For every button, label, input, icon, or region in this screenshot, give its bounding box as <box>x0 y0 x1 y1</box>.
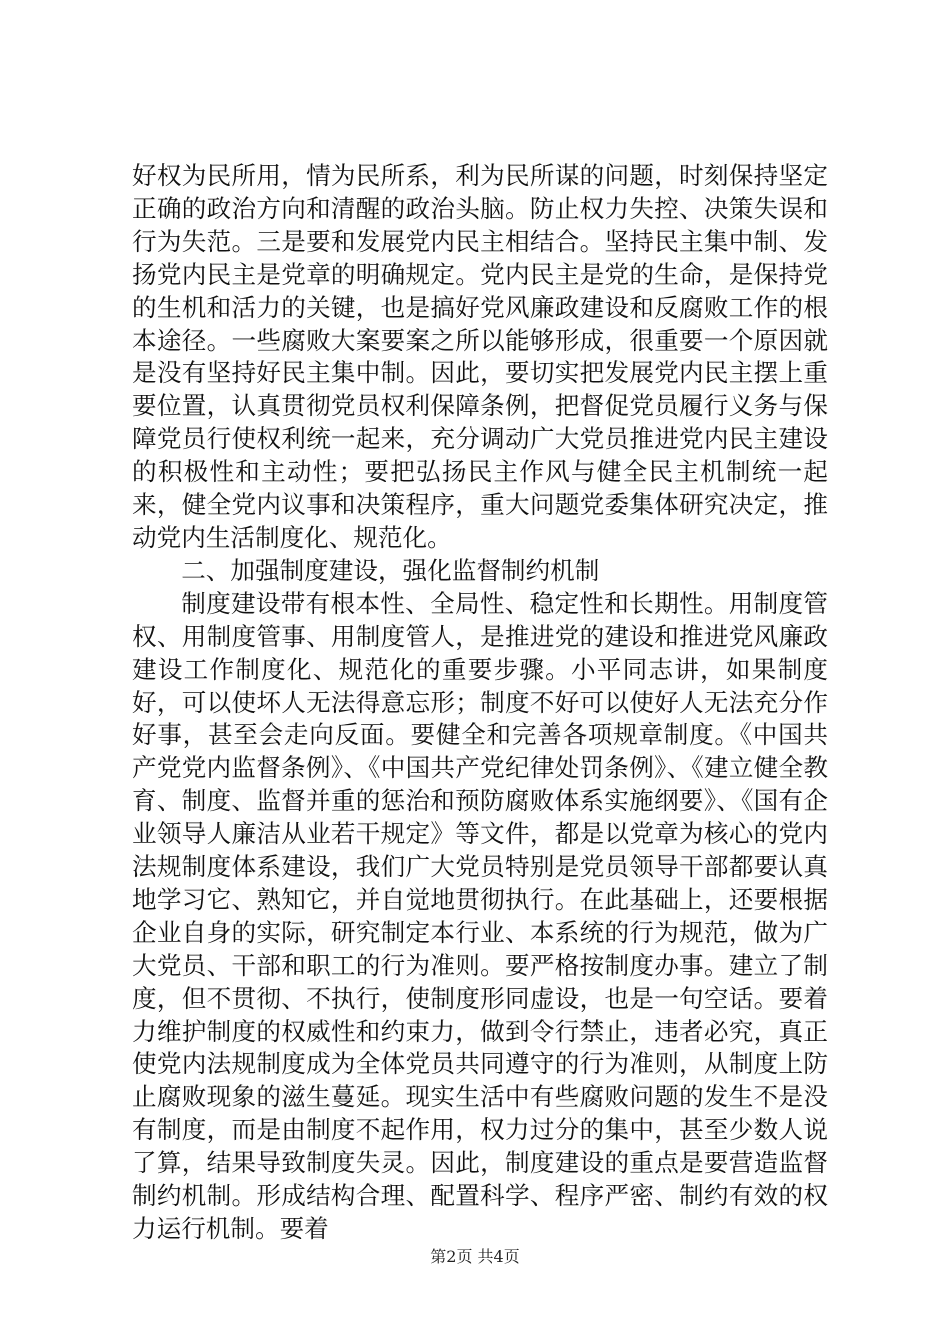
page-number-label: 第2页 共4页 <box>430 1247 520 1266</box>
document-body <box>132 160 828 1246</box>
paragraph-system-building: 制度建设带有根本性、全局性、稳定性和长期性。用制度管权、用制度管事、用制度管人，是推进党的建设和推进党风廉政建设工作制度化、规范化的重要步骤。小平同志讲，如果制度好，可以使坏人无法得意忘形；制度不好可以使好人无法充分作好事，甚至会走向反面。要健全和完善各项规章制度。《中国共产党党内监督条例》、《中国共产党纪律处罚条例》、《建立健全教育、制度、监督并重的惩治和预防腐败体系实施纲要》、《国有企业领导人廉洁从业若干规定》等文件，都是以党章为核心的党内法规制度体系建设，我们广大党员特别是党员领导干部都要认真地学习它、熟知它，并自觉地贯彻执行。在此基础上，还要根据企业自身的实际，研究制定本行业、本系统的行为规范，做为广大党员、干部和职工的行为准则。要严格按制度办事。建立了制度，但不贯彻、不执行，使制度形同虚设，也是一句空话。要着力维护制度的权威性和约束力，做到令行禁止，违者必究，真正使党内法规制度成为全体党员共同遵守的行为准则，从制度上防止腐败现象的滋生蔓延。现实生活中有些腐败问题的发生不是没有制度，而是由制度不起作用，权力过分的集中，甚至少数人说了算，结果导致制度失灵。因此，制度建设的重点是要营造监督制约机制。形成结构合理、配置科学、程序严密、制约有效的权力运行机制。要着 <box>132 588 828 1243</box>
page-footer <box>0 1244 950 1267</box>
section-heading: 二、加强制度建设，强化监督制约机制 <box>181 555 600 585</box>
paragraph-continued: 好权为民所用，情为民所系，利为民所谋的问题，时刻保持坚定正确的政治方向和清醒的政治头脑。防止权力失控、决策失误和行为失范。三是要和发展党内民主相结合。坚持民主集中制、发扬党内民主是党章的明确规定。党内民主是党的生命，是保持党的生机和活力的关键，也是搞好党风廉政建设和反腐败工作的根本途径。一些腐败大案要案之所以能够形成，很重要一个原因就是没有坚持好民主集中制。因此，要切实把发展党内民主摆上重要位置，认真贯彻党员权利保障条例，把督促党员履行义务与保障党员行使权利统一起来，充分调动广大党员推进党内民主建设的积极性和主动性；要把弘扬民主作风与健全民主机制统一起来，健全党内议事和决策程序，重大问题党委集体研究决定，推动党内生活制度化、规范化。 <box>132 161 828 552</box>
